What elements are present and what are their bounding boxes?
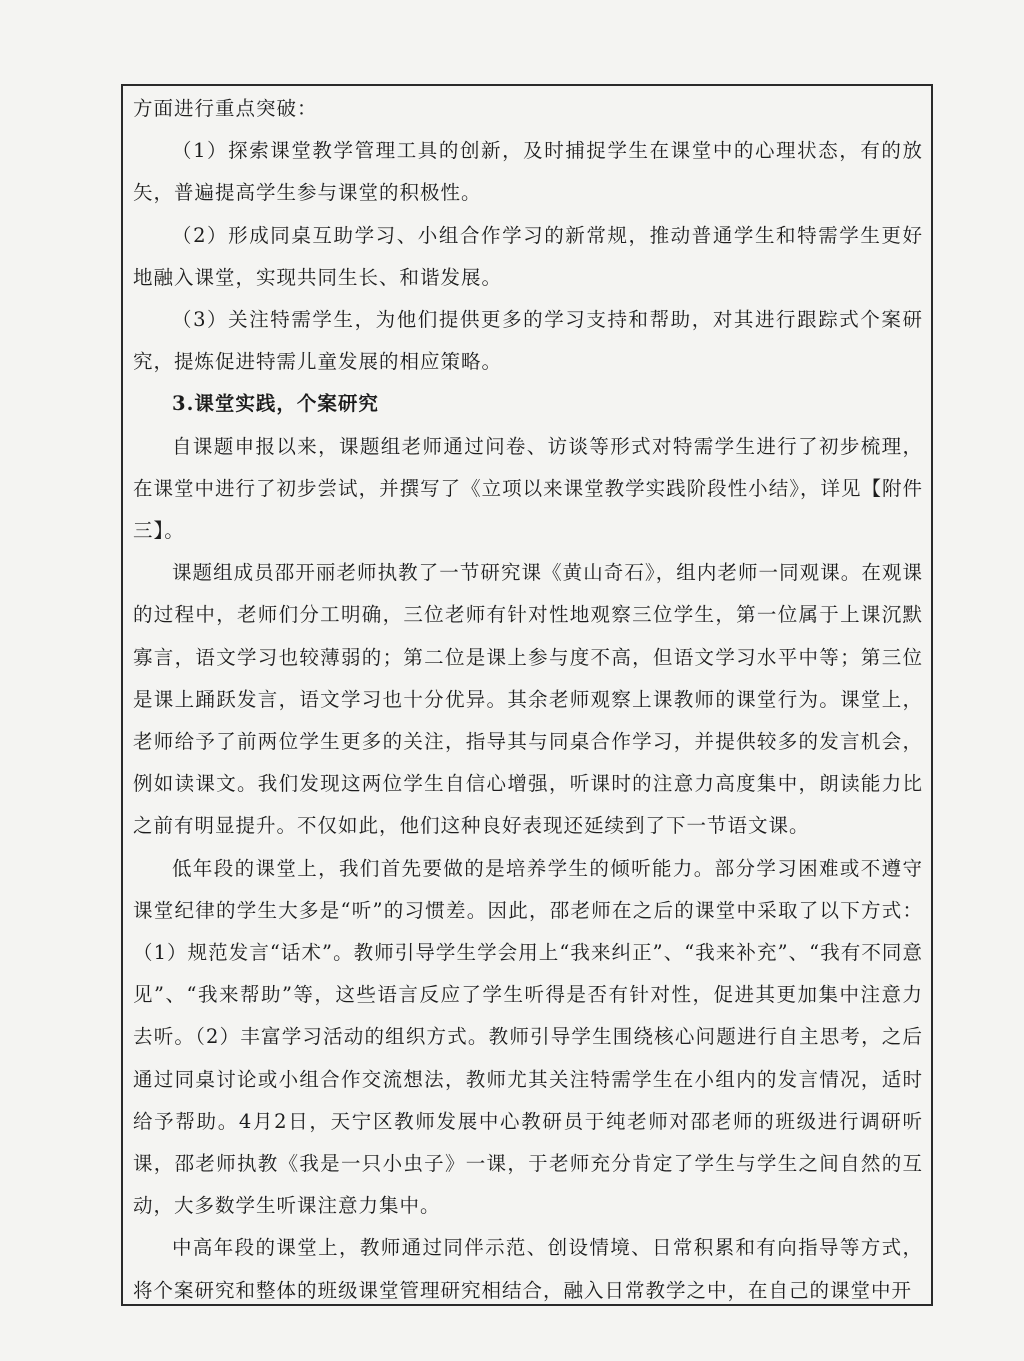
document-body — [133, 88, 923, 1312]
paragraph-case-study: 课题组成员邵开丽老师执教了一节研究课《黄山奇石》，组内老师一同观课。在观课的过程中，老师们分工明确，三位老师有针对性地观察三位学生，第一位属于上课沉默寡言，语文学习也较薄弱的；第二位是课上参与度不高，但语文学习水平中等；第三位是课上踊跃发言，语文学习也十分优异。其余老师观察上课教师的课堂行为。课堂上，老师给予了前两位学生更多的关注，指导其与同桌合作学习，并提供较多的发言机会，例如读课文。我们发现这两位学生自信心增强，听课时的注意力高度集中，朗读能力比之前有明显提升。不仅如此，他们这种良好表现还延续到了下一节语文课。 — [133, 561, 923, 838]
paragraph-item-2: （2）形成同桌互助学习、小组合作学习的新常规，推动普通学生和特需学生更好地融入课堂，实现共同生长、和谐发展。 — [133, 223, 923, 289]
paragraph-intro: 方面进行重点突破： — [133, 97, 318, 120]
paragraph-item-3: （3）关注特需学生，为他们提供更多的学习支持和帮助，对其进行跟踪式个案研究，提炼促进特需儿童发展的相应策略。 — [133, 308, 923, 374]
paragraph-item-1: （1）探索课堂教学管理工具的创新，及时捕捉学生在课堂中的心理状态，有的放矢，普遍提高学生参与课堂的积极性。 — [133, 139, 923, 205]
paragraph-research-summary: 自课题申报以来，课题组老师通过问卷、访谈等形式对特需学生进行了初步梳理，在课堂中进行了初步尝试，并撰写了《立项以来课堂教学实践阶段性小结》，详见【附件三】。 — [133, 434, 923, 543]
paragraph-upper-grades: 中高年段的课堂上，教师通过同伴示范、创设情境、日常积累和有向指导等方式，将个案研究和整体的班级课堂管理研究相结合，融入日常教学之中，在自己的课堂中开 — [133, 1236, 923, 1302]
paragraph-lower-grades: 低年段的课堂上，我们首先要做的是培养学生的倾听能力。部分学习困难或不遵守课堂纪律的学生大多是“听”的习惯差。因此，邵老师在之后的课堂中采取了以下方式：（1）规范发言“话术”。教师引导学生学会用上“我来纠正”、“我来补充”、“我有不同意见”、“我来帮助”等，这些语言反应了学生听得是否有针对性，促进其更加集中注意力去听。（2）丰富学习活动的组织方式。教师引导学生围绕核心问题进行自主思考，之后通过同桌讨论或小组合作交流想法，教师尤其关注特需学生在小组内的发言情况，适时给予帮助。4月2日，天宁区教师发展中心教研员于纯老师对邵老师的班级进行调研听课，邵老师执教《我是一只小虫子》一课，于老师充分肯定了学生与学生之间自然的互动，大多数学生听课注意力集中。 — [133, 856, 923, 1218]
section-heading: 3.课堂实践，个案研究 — [172, 392, 379, 416]
